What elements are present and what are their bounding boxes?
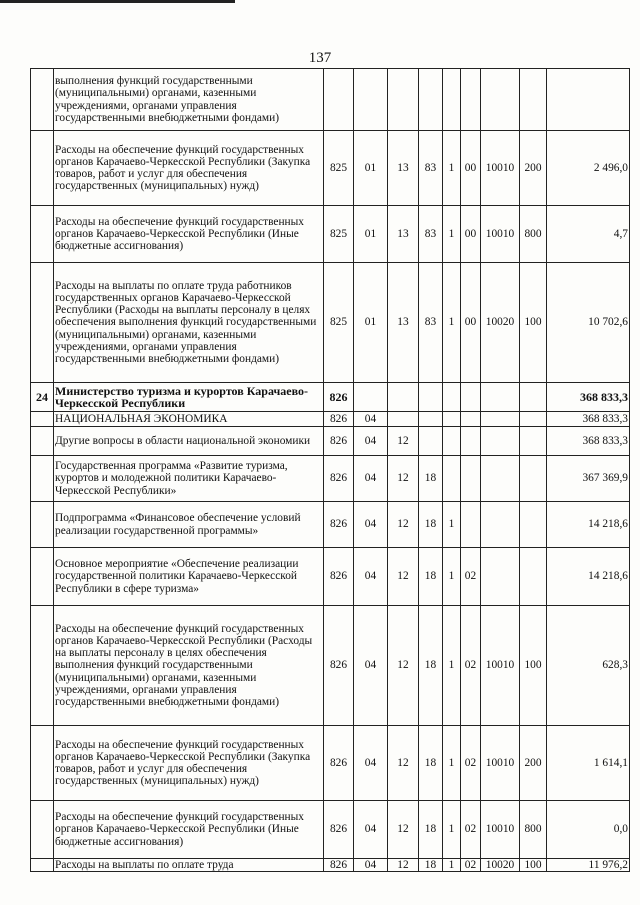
row-ved <box>324 69 354 131</box>
row-target-2 <box>443 412 461 427</box>
row-subsection <box>388 412 419 427</box>
row-name: Расходы на обеспечение функций государственных органов Карачаево-Черкесской Республики (Закупка товаров, работ и услуг для обеспечения государственных (муниципальных) нужд) <box>54 131 324 206</box>
row-sum: 10 702,6 <box>547 263 630 383</box>
row-number <box>31 206 54 263</box>
row-sum: 1 614,1 <box>547 726 630 801</box>
row-section <box>354 69 388 131</box>
budget-table-body <box>31 69 630 872</box>
row-target-3: 02 <box>461 801 481 859</box>
row-name: Расходы на выплаты по оплате труда <box>54 859 324 872</box>
table-row <box>31 206 630 263</box>
row-target-4: 10010 <box>481 206 520 263</box>
row-target-1 <box>419 412 443 427</box>
row-ved: 826 <box>324 427 354 456</box>
row-name: Расходы на обеспечение функций государственных органов Карачаево-Черкесской Республики (Иные бюджетные ассигнования) <box>54 801 324 859</box>
table-row <box>31 383 630 412</box>
row-target-1: 18 <box>419 456 443 502</box>
row-target-1 <box>419 383 443 412</box>
table-row <box>31 859 630 872</box>
budget-table <box>30 68 630 872</box>
row-ved: 826 <box>324 412 354 427</box>
row-section: 01 <box>354 263 388 383</box>
row-name: Государственная программа «Развитие туризма, курортов и молодежной политики Карачаево-Черкесской Республики» <box>54 456 324 502</box>
row-section: 04 <box>354 859 388 872</box>
row-name: Другие вопросы в области национальной экономики <box>54 427 324 456</box>
row-subsection: 12 <box>388 548 419 606</box>
row-target-1: 18 <box>419 726 443 801</box>
row-target-3: 00 <box>461 206 481 263</box>
row-target-1: 83 <box>419 131 443 206</box>
row-expense-type: 200 <box>520 131 547 206</box>
row-ved: 826 <box>324 456 354 502</box>
row-ved: 826 <box>324 726 354 801</box>
row-ved: 826 <box>324 859 354 872</box>
row-name: Расходы на обеспечение функций государственных органов Карачаево-Черкесской Республики (Иные бюджетные ассигнования) <box>54 206 324 263</box>
row-target-3: 02 <box>461 606 481 726</box>
row-ved: 826 <box>324 801 354 859</box>
row-name: выполнения функций государственными (муниципальными) органами, казенными учреждениями, органами управления государственными внебюджетными фондами) <box>54 69 324 131</box>
row-expense-type <box>520 69 547 131</box>
row-number <box>31 69 54 131</box>
row-ved: 825 <box>324 206 354 263</box>
row-sum: 628,3 <box>547 606 630 726</box>
row-target-3 <box>461 456 481 502</box>
row-number <box>31 456 54 502</box>
row-sum: 2 496,0 <box>547 131 630 206</box>
row-section: 04 <box>354 548 388 606</box>
row-target-2: 1 <box>443 801 461 859</box>
row-sum: 367 369,9 <box>547 456 630 502</box>
row-ved: 826 <box>324 606 354 726</box>
row-sum: 368 833,3 <box>547 427 630 456</box>
row-sum: 14 218,6 <box>547 548 630 606</box>
row-target-1 <box>419 427 443 456</box>
row-subsection: 12 <box>388 801 419 859</box>
row-target-3 <box>461 412 481 427</box>
row-number <box>31 859 54 872</box>
row-sum: 14 218,6 <box>547 502 630 548</box>
row-target-2: 1 <box>443 131 461 206</box>
row-ved: 826 <box>324 502 354 548</box>
row-section: 01 <box>354 206 388 263</box>
row-target-2: 1 <box>443 206 461 263</box>
row-sum: 4,7 <box>547 206 630 263</box>
row-target-4 <box>481 456 520 502</box>
row-target-2 <box>443 69 461 131</box>
row-target-4: 10010 <box>481 131 520 206</box>
table-row <box>31 502 630 548</box>
row-expense-type: 800 <box>520 206 547 263</box>
row-section: 04 <box>354 427 388 456</box>
table-row <box>31 131 630 206</box>
row-sum <box>547 69 630 131</box>
row-number <box>31 427 54 456</box>
row-section: 04 <box>354 456 388 502</box>
row-section: 04 <box>354 606 388 726</box>
row-expense-type <box>520 502 547 548</box>
row-sum: 11 976,2 <box>547 859 630 872</box>
row-number <box>31 548 54 606</box>
row-ved: 825 <box>324 263 354 383</box>
row-target-2: 1 <box>443 502 461 548</box>
row-target-4: 10020 <box>481 859 520 872</box>
row-name: Расходы на обеспечение функций государственных органов Карачаево-Черкесской Республики (Закупка товаров, работ и услуг для обеспечения государственных (муниципальных) нужд) <box>54 726 324 801</box>
row-expense-type <box>520 383 547 412</box>
row-section: 04 <box>354 412 388 427</box>
row-target-1: 18 <box>419 502 443 548</box>
table-row <box>31 548 630 606</box>
row-target-3: 00 <box>461 263 481 383</box>
row-ved: 826 <box>324 548 354 606</box>
row-number <box>31 131 54 206</box>
row-target-3 <box>461 502 481 548</box>
table-row <box>31 801 630 859</box>
row-name: Расходы на обеспечение функций государственных органов Карачаево-Черкесской Республики (Расходы на выплаты персоналу в целях обеспечения выполнения функций государственными (муниципальными) органами, казенными учреждениями, органами управления государственными внебюджетными фондами) <box>54 606 324 726</box>
row-number <box>31 801 54 859</box>
row-number <box>31 412 54 427</box>
row-expense-type: 100 <box>520 606 547 726</box>
row-target-3: 02 <box>461 726 481 801</box>
row-target-3 <box>461 383 481 412</box>
row-subsection: 12 <box>388 427 419 456</box>
row-expense-type: 100 <box>520 263 547 383</box>
row-target-4 <box>481 427 520 456</box>
table-row <box>31 606 630 726</box>
row-subsection <box>388 69 419 131</box>
row-target-4 <box>481 69 520 131</box>
table-row <box>31 69 630 131</box>
row-expense-type <box>520 456 547 502</box>
row-expense-type <box>520 427 547 456</box>
row-target-4 <box>481 383 520 412</box>
row-subsection: 12 <box>388 726 419 801</box>
row-target-1: 18 <box>419 606 443 726</box>
row-subsection: 12 <box>388 456 419 502</box>
row-target-4: 10010 <box>481 726 520 801</box>
row-target-2 <box>443 383 461 412</box>
row-name: Расходы на выплаты по оплате труда работников государственных органов Карачаево-Черкесской Республики (Расходы на выплаты персоналу в целях обеспечения выполнения функций государственными (муниципальными) органами, казенными учреждениями, органами управления государственными внебюджетными фондами) <box>54 263 324 383</box>
row-ved: 825 <box>324 131 354 206</box>
row-subsection: 12 <box>388 502 419 548</box>
table-row <box>31 412 630 427</box>
row-expense-type: 800 <box>520 801 547 859</box>
top-rule <box>0 0 235 3</box>
row-section: 04 <box>354 502 388 548</box>
table-row <box>31 726 630 801</box>
row-target-1: 18 <box>419 859 443 872</box>
row-expense-type <box>520 412 547 427</box>
row-expense-type: 200 <box>520 726 547 801</box>
table-row <box>31 427 630 456</box>
row-target-3: 02 <box>461 548 481 606</box>
row-section: 04 <box>354 726 388 801</box>
row-target-4 <box>481 502 520 548</box>
row-target-1: 18 <box>419 801 443 859</box>
row-sum: 368 833,3 <box>547 383 630 412</box>
row-ved: 826 <box>324 383 354 412</box>
table-row <box>31 263 630 383</box>
row-number <box>31 263 54 383</box>
row-target-4: 10010 <box>481 606 520 726</box>
table-row <box>31 456 630 502</box>
row-sum: 368 833,3 <box>547 412 630 427</box>
row-target-2: 1 <box>443 859 461 872</box>
row-target-4 <box>481 548 520 606</box>
row-target-3: 02 <box>461 859 481 872</box>
row-subsection: 13 <box>388 131 419 206</box>
row-target-2: 1 <box>443 726 461 801</box>
row-number <box>31 606 54 726</box>
row-target-2: 1 <box>443 263 461 383</box>
row-target-3 <box>461 427 481 456</box>
row-name: НАЦИОНАЛЬНАЯ ЭКОНОМИКА <box>54 412 324 427</box>
row-expense-type: 100 <box>520 859 547 872</box>
row-target-1 <box>419 69 443 131</box>
row-target-1: 18 <box>419 548 443 606</box>
row-target-1: 83 <box>419 263 443 383</box>
row-name: Подпрограмма «Финансовое обеспечение условий реализации государственной программы» <box>54 502 324 548</box>
row-expense-type <box>520 548 547 606</box>
row-number: 24 <box>31 383 54 412</box>
row-number <box>31 726 54 801</box>
row-section: 04 <box>354 801 388 859</box>
row-subsection <box>388 383 419 412</box>
row-target-3: 00 <box>461 131 481 206</box>
row-target-1: 83 <box>419 206 443 263</box>
row-subsection: 12 <box>388 859 419 872</box>
row-subsection: 13 <box>388 263 419 383</box>
row-target-4: 10010 <box>481 801 520 859</box>
row-sum: 0,0 <box>547 801 630 859</box>
row-target-4 <box>481 412 520 427</box>
row-section <box>354 383 388 412</box>
row-number <box>31 502 54 548</box>
row-target-2 <box>443 456 461 502</box>
row-target-2 <box>443 427 461 456</box>
row-section: 01 <box>354 131 388 206</box>
row-target-2: 1 <box>443 606 461 726</box>
row-target-3 <box>461 69 481 131</box>
row-subsection: 13 <box>388 206 419 263</box>
row-target-4: 10020 <box>481 263 520 383</box>
row-name: Основное мероприятие «Обеспечение реализации государственной политики Карачаево-Черкесской Республики в сфере туризма» <box>54 548 324 606</box>
page-number: 137 <box>308 50 332 66</box>
row-subsection: 12 <box>388 606 419 726</box>
row-target-2: 1 <box>443 548 461 606</box>
row-name: Министерство туризма и курортов Карачаево-Черкесской Республики <box>54 383 324 412</box>
